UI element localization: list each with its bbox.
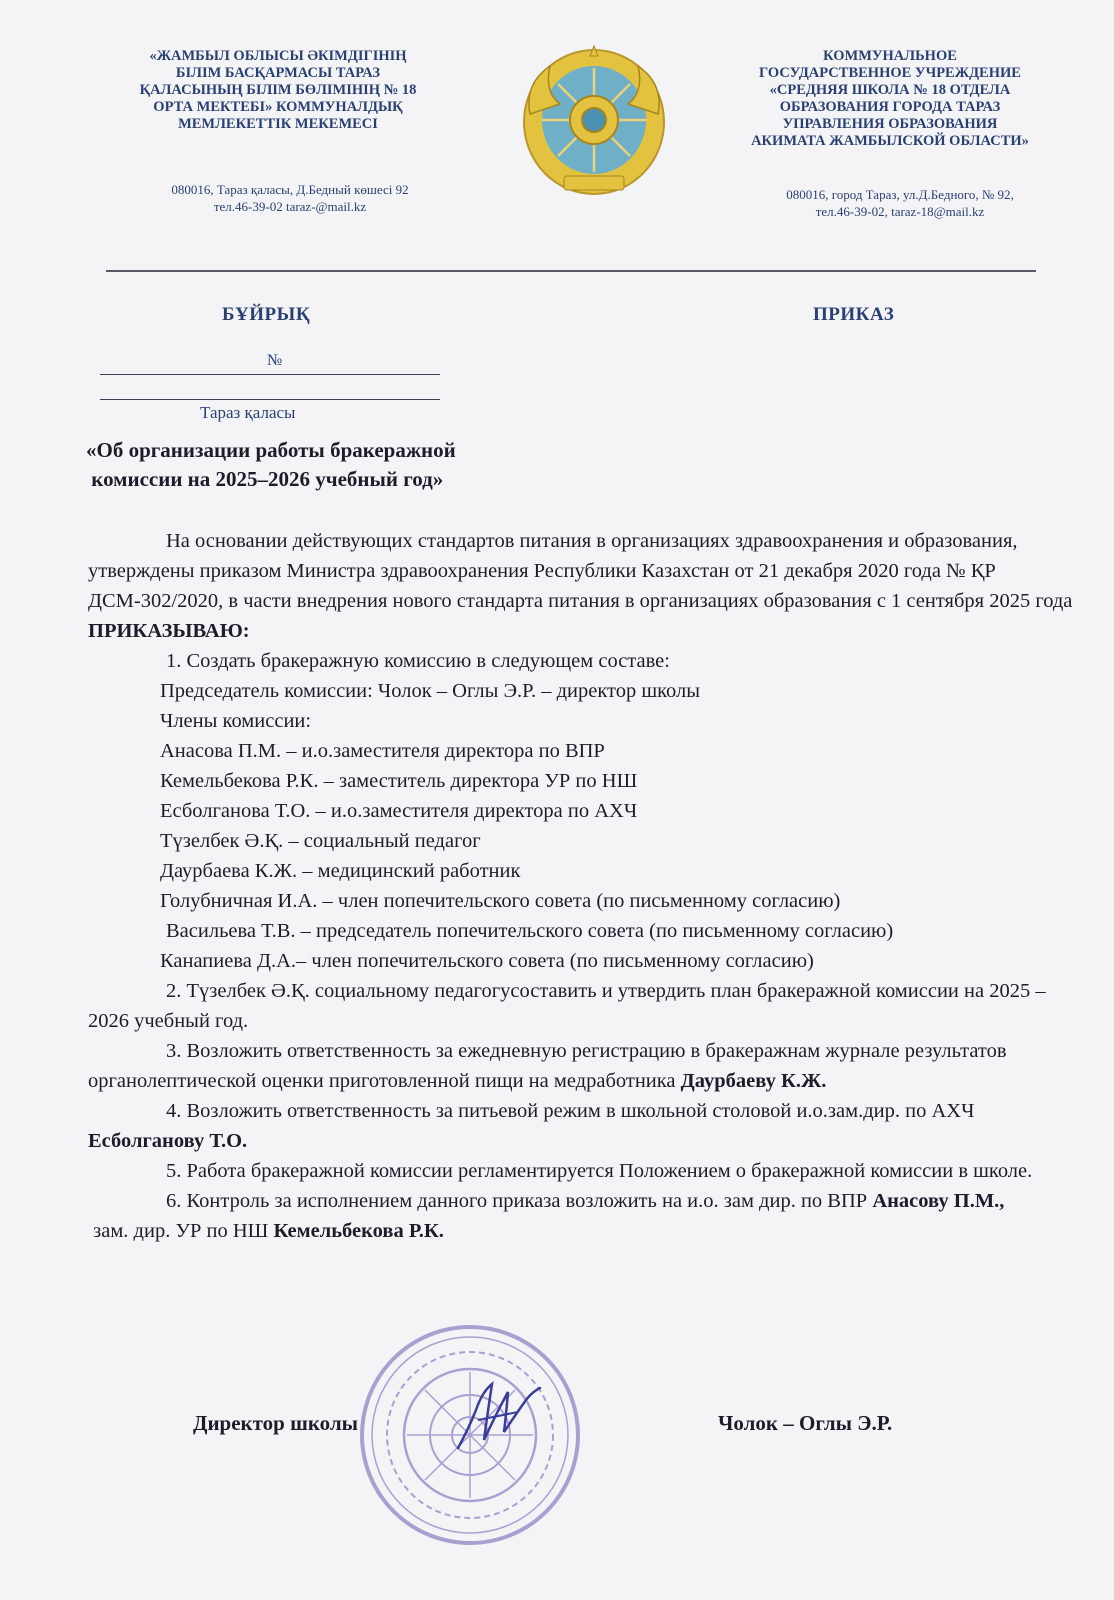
header-ru-line: ОБРАЗОВАНИЯ ГОРОДА ТАРАЗ xyxy=(779,99,1001,115)
item-1: 1. Создать бракеражную комиссию в следующем составе: xyxy=(166,650,670,672)
item-6 xyxy=(88,1186,1086,1246)
item-4-text: 4. Возложить ответственность за питьевой режим в школьной столовой и.о.зам.дир. по АХЧ xyxy=(166,1100,975,1122)
header-ru-line: КОММУНАЛЬНОЕ xyxy=(823,48,957,64)
intro-paragraph xyxy=(88,526,1086,646)
item-6-person-1: Анасову П.М., xyxy=(872,1190,1005,1212)
member-item: Голубничная И.А. – член попечительского совета (по письменному согласию) xyxy=(160,890,841,912)
kazakhstan-emblem-icon xyxy=(520,44,668,200)
header-kz-line: МЕМЛЕКЕТТІК МЕКЕМЕСІ xyxy=(178,116,378,132)
subject-line: комиссии на 2025–2026 учебный год» xyxy=(86,467,444,491)
order-date-line xyxy=(100,399,440,400)
header-kz-line: ОРТА МЕКТЕБІ» КОММУНАЛДЫҚ xyxy=(153,99,403,115)
header-ru-address-block xyxy=(735,186,1065,220)
intro-text: На основании действующих стандартов питания в организациях здравоохранения и образования, утверждены приказом Министра здравоохранения Республики Казахстан от 21 декабря 2020 года № ҚР ДСМ-302/2020, в части внедрения нового стандарта питания в организациях образования с 1 сентября 2025 года xyxy=(88,530,1073,612)
subject-line: «Об организации работы бракеражной xyxy=(86,438,456,462)
header-ru-line: АКИМАТА ЖАМБЫЛСКОЙ ОБЛАСТИ» xyxy=(751,133,1029,149)
header-divider xyxy=(106,270,1036,272)
order-number-sign: № xyxy=(267,352,283,369)
header-kz-line: «ЖАМБЫЛ ОБЛЫСЫ ӘКІМДІГІНІҢ xyxy=(149,48,407,64)
item-3-person: Даурбаеву К.Ж. xyxy=(680,1070,827,1092)
header-ru-line: ГОСУДАРСТВЕННОЕ УЧРЕЖДЕНИЕ xyxy=(759,65,1021,81)
member-item: Кемельбекова Р.К. – заместитель директора УР по НШ xyxy=(160,770,638,792)
item-4-person: Есболганову Т.О. xyxy=(88,1130,248,1152)
item-3-text: 3. Возложить ответственность за ежедневную регистрацию в бракеражнам журнале результатов органолептической оценки приготовленной пищи на медработника xyxy=(88,1040,1007,1092)
order-title-kz: БҰЙРЫҚ xyxy=(222,304,311,325)
member-item: Анасова П.М. – и.о.заместителя директора по ВПР xyxy=(160,740,605,762)
signature-role: Директор школы xyxy=(193,1411,359,1435)
intro-order-word: ПРИКАЗЫВАЮ: xyxy=(88,620,250,642)
header-ru-contact: тел.46-39-02, taraz-18@mail.kz xyxy=(815,204,985,219)
member-item: Канапиева Д.А.– член попечительского совета (по письменному согласию) xyxy=(160,950,814,972)
header-ru-address: 080016, город Тараз, ул.Д.Бедного, № 92, xyxy=(786,187,1014,202)
order-body xyxy=(88,526,1086,1246)
header-ru-organization xyxy=(715,48,1065,150)
item-6-person-2: Кемельбекова Р.К. xyxy=(273,1220,444,1242)
order-number-line xyxy=(100,374,440,375)
header-kz-line: ҚАЛАСЫНЫҢ БІЛІМ БӨЛІМІНІҢ № 18 xyxy=(139,82,417,98)
header-kz-organization xyxy=(118,48,438,133)
header-kz-contact: тел.46-39-02 taraz-@mail.kz xyxy=(213,199,367,214)
header-ru-line: УПРАВЛЕНИЯ ОБРАЗОВАНИЯ xyxy=(782,116,998,132)
item-4 xyxy=(88,1096,1086,1156)
item-5: 5. Работа бракеражной комиссии регламентируется Положением о бракеражной комиссии в школе. xyxy=(166,1160,1033,1182)
member-item: Даурбаева К.Ж. – медицинский работник xyxy=(160,860,521,882)
item-2: 2. Түзелбек Ә.Қ. социальному педагогусоставить и утвердить план бракеражной комиссии на 2025 – 2026 учебный год. xyxy=(88,980,1046,1032)
member-item: Есболганова Т.О. – и.о.заместителя директора по АХЧ xyxy=(160,800,638,822)
members-label: Члены комиссии: xyxy=(160,710,312,732)
header-kz-address-block xyxy=(130,181,450,215)
order-title-ru: ПРИКАЗ xyxy=(813,304,895,325)
member-item: Түзелбек Ә.Қ. – социальный педагог xyxy=(160,830,481,852)
member-item: Васильева Т.В. – председатель попечительского совета (по письменному согласию) xyxy=(166,920,894,942)
order-subject xyxy=(86,436,646,494)
header-kz-address: 080016, Тараз қаласы, Д.Бедный көшесі 92 xyxy=(171,182,409,197)
header-kz-line: БІЛІМ БАСҚАРМАСЫ ТАРАЗ xyxy=(175,65,381,81)
item-6-mid: зам. дир. УР по НШ xyxy=(88,1220,274,1242)
commission-chair: Председатель комиссии: Чолок – Оглы Э.Р. – директор школы xyxy=(160,680,701,702)
signature-name: Чолок – Оглы Э.Р. xyxy=(718,1411,893,1435)
handwritten-signature-icon xyxy=(448,1370,548,1460)
header-ru-line: «СРЕДНЯЯ ШКОЛА № 18 ОТДЕЛА xyxy=(769,82,1011,98)
item-3 xyxy=(88,1036,1086,1096)
item-6-text: 6. Контроль за исполнением данного приказа возложить на и.о. зам дир. по ВПР xyxy=(166,1190,873,1212)
order-city: Тараз қаласы xyxy=(200,403,296,422)
